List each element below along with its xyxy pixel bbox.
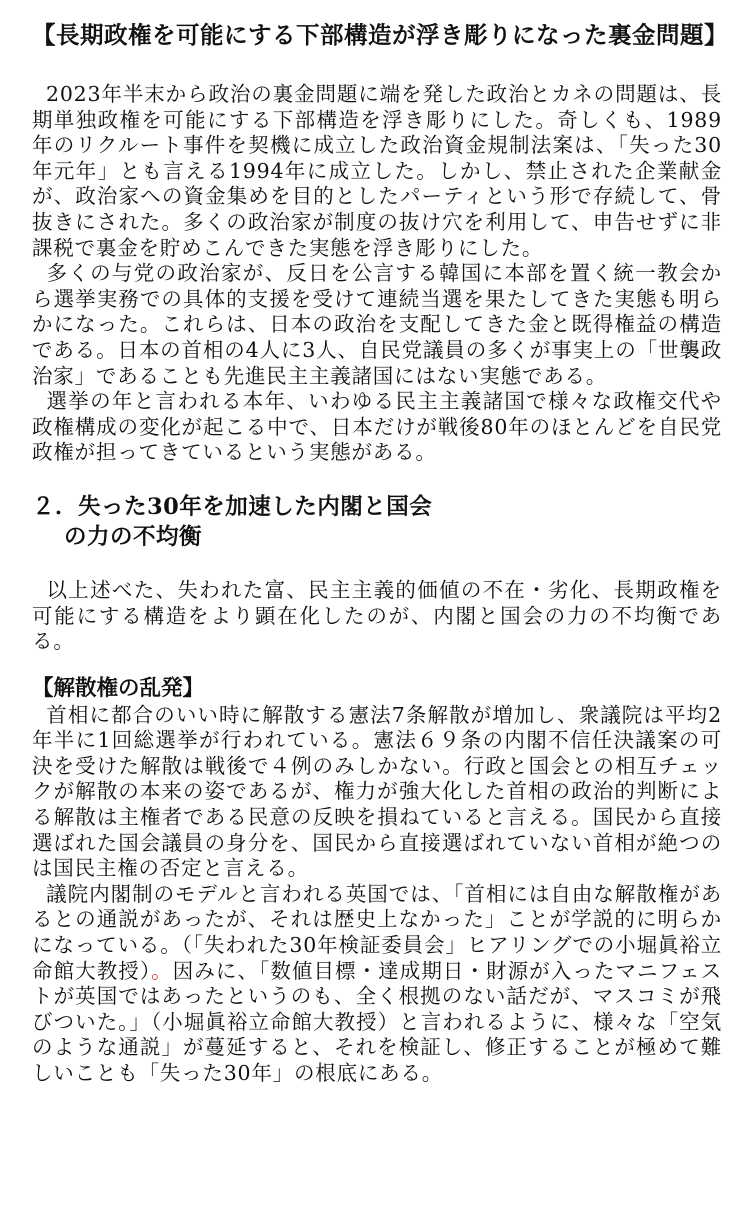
paragraph-4-text: 以上述べた、失われた富、民主主義的価値の不在・劣化、長期政権を可能にする構造をより顕在化したのが、内閣と国会の力の不均衡である。 <box>32 577 722 654</box>
spacer <box>32 466 722 492</box>
spacer <box>32 552 722 578</box>
paragraph-1 <box>32 82 722 261</box>
spacer <box>32 655 722 675</box>
heading-dissolution-power: 【解散権の乱発】 <box>32 675 205 701</box>
paragraph-4 <box>32 578 722 655</box>
spacer <box>32 52 722 82</box>
paragraph-2-text: 多くの与党の政治家が、反日を公言する韓国に本部を置く統一教会から選挙実務での具体的支援を受けて連続当選を果たしてきた実態も明らかになった。これらは、日本の政治を支配してきた金と既得権益の構造である。日本の首相の4人に3人、自民党議員の多くが事実上の「世襲政治家」であることも先進民主主義諸国にはない実態である。 <box>32 261 722 388</box>
section-2-title-line1: ２．失った30年を加速した内閣と国会 <box>32 493 433 520</box>
paragraph-1-text: 2023年半末から政治の裏金問題に端を発した政治とカネの問題は、長期単独政権を可能にする下部構造を浮き彫りにした。奇しくも、1989年のリクルート事件を契機に成立した政治資金規制法案は、「失った30年元年」とも言える1994年に成立した。しかし、禁止された企業献金が、政治家への資金集めを目的としたパーティという形で存続して、骨抜きにされた。多くの政治家が制度の抜け穴を利用して、申告せずに非課税で裏金を貯めこんできた実態を浮き彫りにした。 <box>32 82 722 260</box>
paragraph-5 <box>32 703 722 882</box>
section-2-title-line2: の力の不均衡 <box>64 523 203 550</box>
red-period-mark: 。 <box>151 958 173 983</box>
heading-slush-fund-issue: 【長期政権を可能にする下部構造が浮き彫りになった裏金問題】 <box>32 21 728 49</box>
paragraph-6-text-a: 議院内閣制のモデルと言われる英国では、「首相には自由な解散権があるとの通説があったが、それは歴史上なかった」ことが学説的に明らかになっている。（「失われた30年検証委員会」ヒアリングでの小堀眞裕立命館大教授） <box>32 881 722 983</box>
paragraph-2 <box>32 261 722 389</box>
paragraph-3-text: 選挙の年と言われる本年、いわゆる民主主義諸国で様々な政権交代や政権構成の変化が起こる中で、日本だけが戦後80年のほとんどを自民党政権が担ってきているという実態がある。 <box>32 389 722 465</box>
document-page <box>32 18 728 1087</box>
paragraph-5-text: 首相に都合のいい時に解散する憲法7条解散が増加し、衆議院は平均2年半に1回総選挙が行われている。憲法６９条の内閣不信任決議案の可決を受けた解散は戦後で４例のみしかない。行政と国会との相互チェックが解散の本来の姿であるが、権力が強大化した首相の政治的判断による解散は主権者である民意の反映を損ねていると言える。国民から直接選ばれた国会議員の身分を、国民から直接選ばれていない首相が絶つのは国民主権の否定と言える。 <box>32 702 722 881</box>
paragraph-6-text-b: 因みに、「数値目標・達成期日・財源が入ったマニフェストが英国ではあったというのも、全く根拠のない話だが、マスコミが飛びついた。」（小堀眞裕立命館大教授）と言われるように、様々な「空気のような通説」が蔓延すると、それを検証し、修正することが極めて難しいことも「失った30年」の根底にある。 <box>32 958 722 1085</box>
section-2-title <box>32 492 722 552</box>
paragraph-6 <box>32 882 722 1087</box>
paragraph-3 <box>32 389 722 466</box>
